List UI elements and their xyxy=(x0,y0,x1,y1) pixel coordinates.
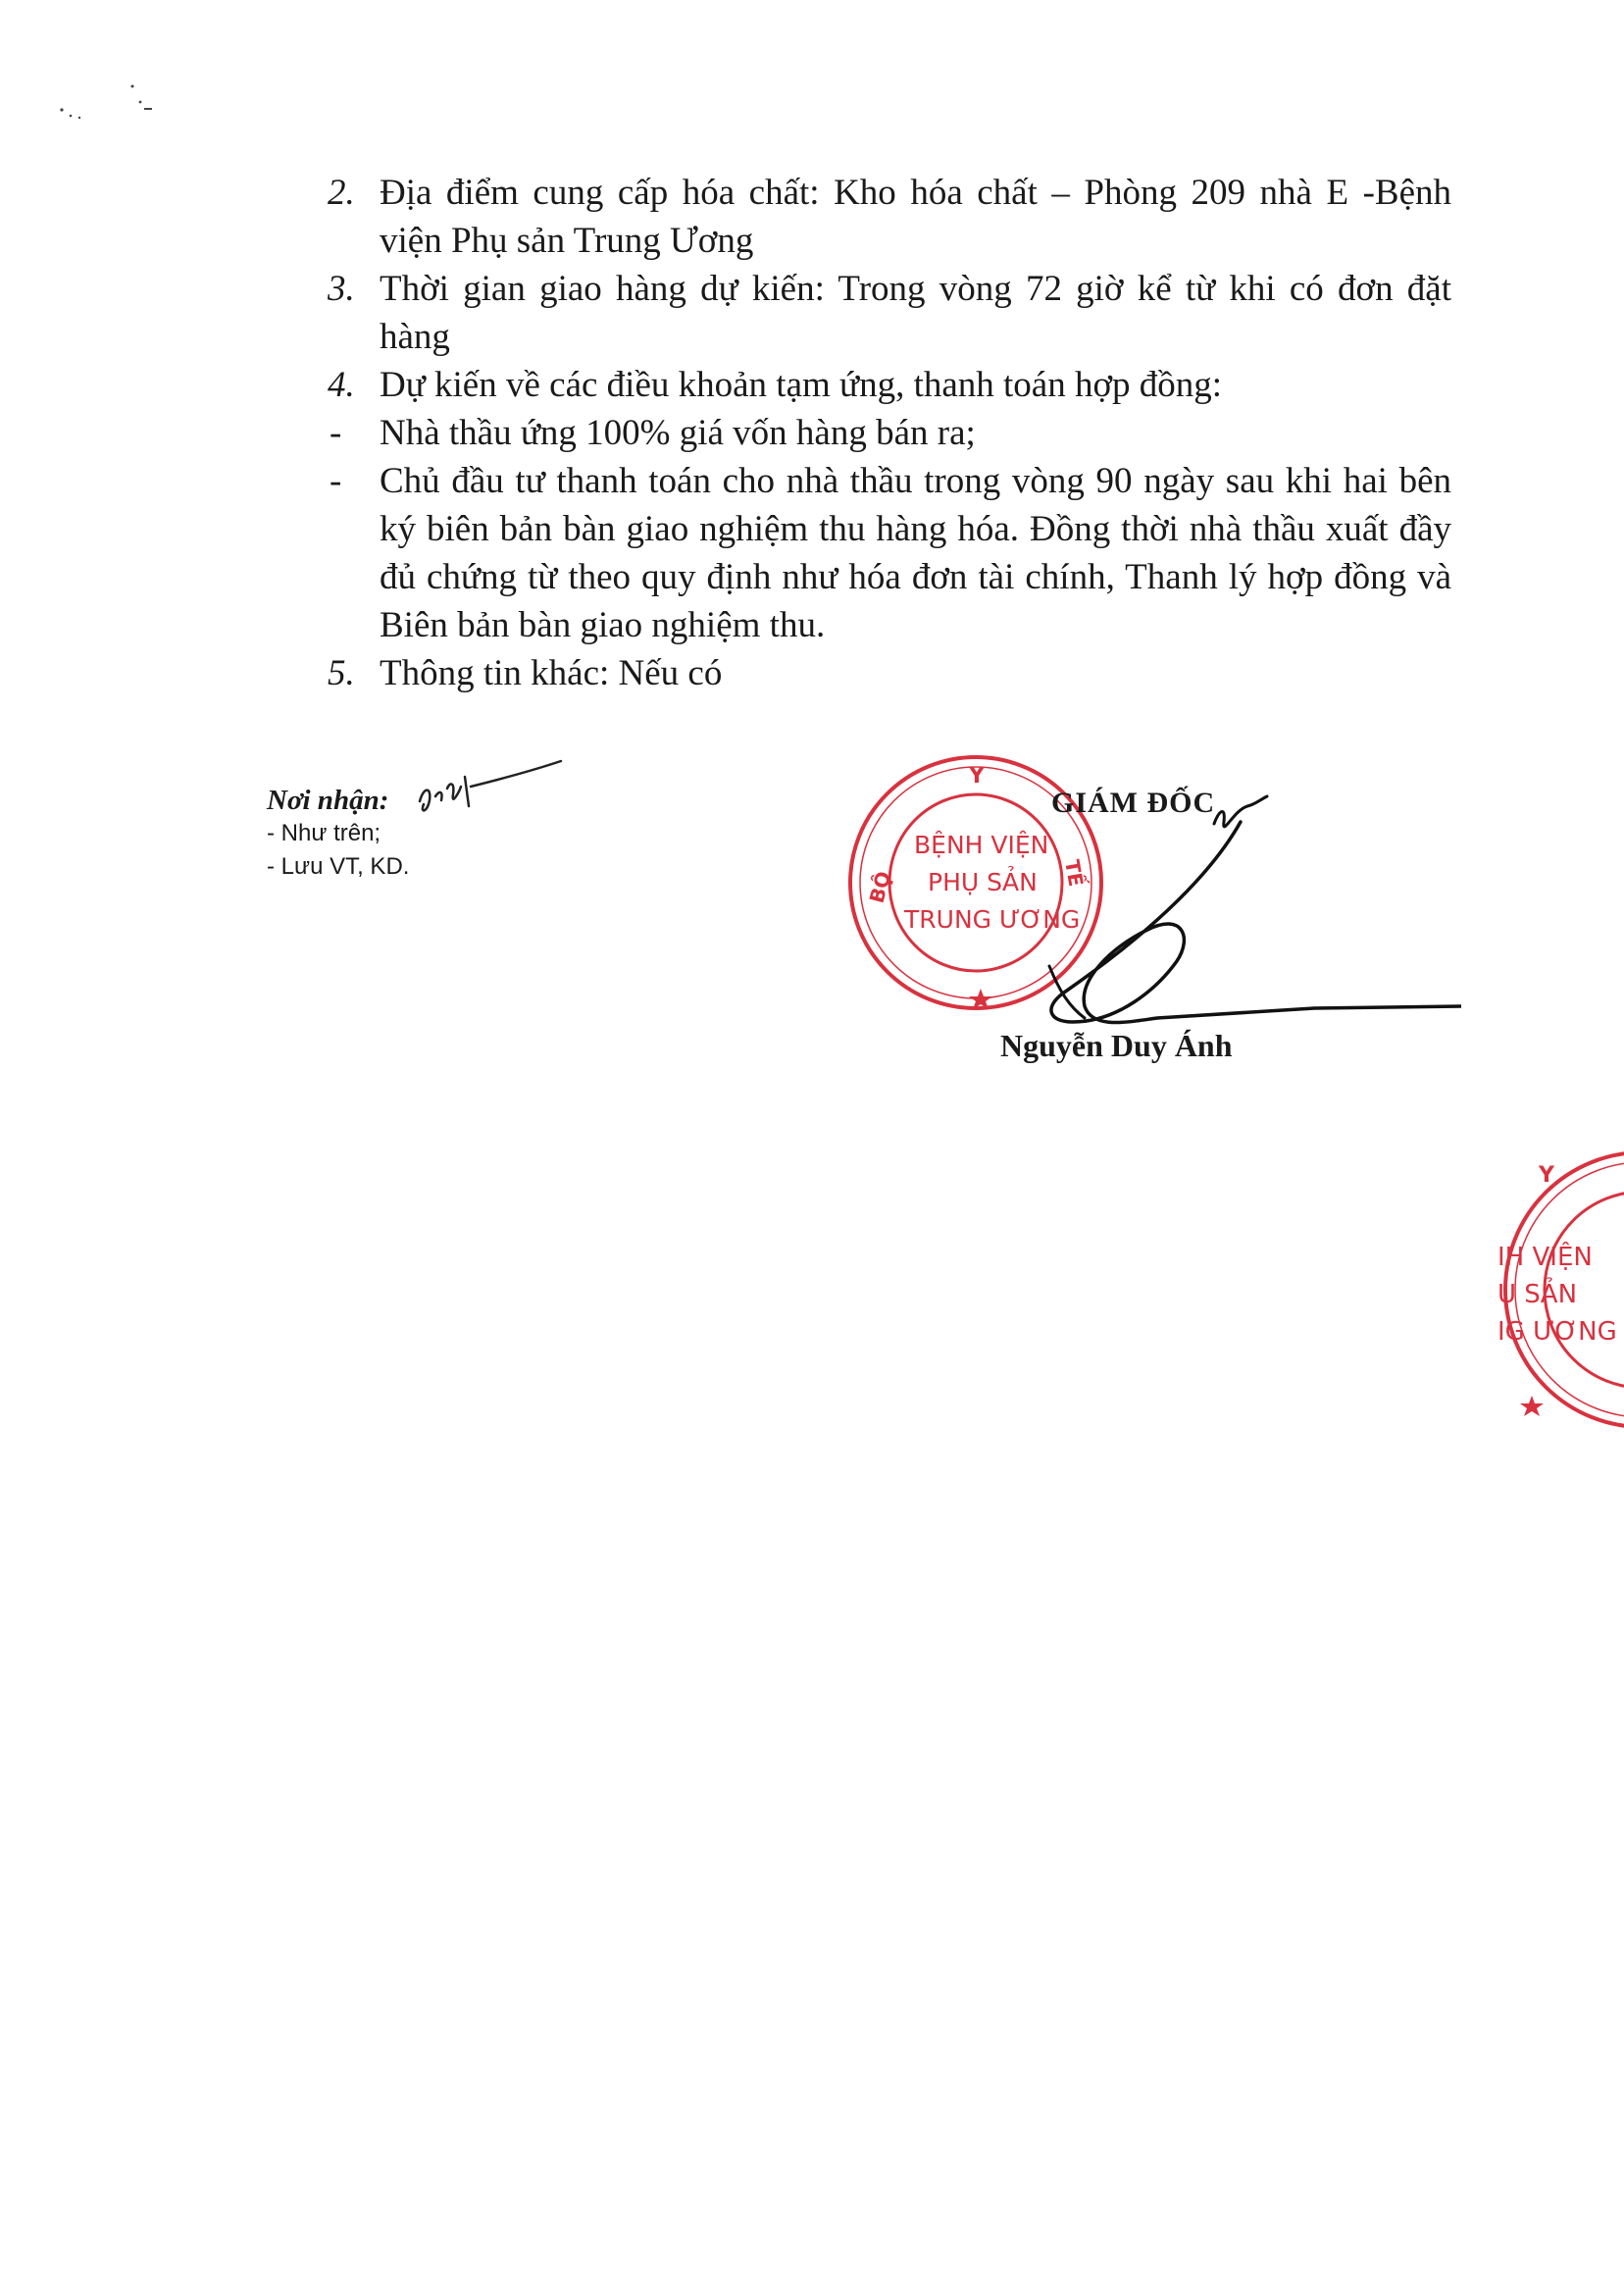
initials-handwriting xyxy=(414,757,590,826)
director-title: GIÁM ĐỐC xyxy=(1051,787,1216,819)
partial-seal-edge xyxy=(1496,1143,1624,1437)
partial-seal-graphic xyxy=(1496,1143,1624,1437)
item-line: Chủ đầu tư thanh toán cho nhà thầu trong vòng 90 ngày sau khi hai bên xyxy=(380,461,1451,501)
list-item-payment xyxy=(324,457,1451,649)
signature-block xyxy=(843,745,1451,1079)
list-item-payment-terms xyxy=(324,361,1451,409)
edge-seal-top-letter: Y xyxy=(1539,1163,1554,1188)
edge-seal-line-3: IG ƯƠNG xyxy=(1497,1317,1617,1347)
seal-top-letter: Y xyxy=(969,764,985,789)
item-line: Thông tin khác: Nếu có xyxy=(380,653,723,693)
item-line: Dự kiến về các điều khoản tạm ứng, thanh toán hợp đồng: xyxy=(380,365,1223,405)
item-line: hàng xyxy=(380,317,450,357)
scan-specks xyxy=(54,78,172,127)
item-marker: 2. xyxy=(328,173,355,213)
item-line: Địa điểm cung cấp hóa chất: Kho hóa chất – Phòng 209 nhà E -Bệnh xyxy=(380,173,1451,213)
list-item-advance xyxy=(324,409,1451,457)
item-line: Thời gian giao hàng dự kiến: Trong vòng 72 giờ kể từ khi có đơn đặt xyxy=(380,269,1451,309)
list-item-location xyxy=(324,169,1451,265)
edge-seal-line-2: Ụ SẢN xyxy=(1497,1280,1578,1309)
recipient-entry: - Lưu VT, KD. xyxy=(267,853,410,880)
director-name: Nguyễn Duy Ánh xyxy=(1000,1028,1233,1063)
seal-line-1: BỆNH VIỆN xyxy=(914,831,1049,859)
item-line: đủ chứng từ theo quy định như hóa đơn tài chính, Thanh lý hợp đồng và xyxy=(380,557,1451,597)
seal-left-text: BỘ xyxy=(864,868,896,906)
item-line: Nhà thầu ứng 100% giá vốn hàng bán ra; xyxy=(380,413,976,453)
edge-seal-line-1: IH VIỆN xyxy=(1497,1243,1593,1272)
list-item-other-info xyxy=(324,649,1451,697)
recipient-entry: - Như trên; xyxy=(267,820,381,846)
item-marker: 3. xyxy=(328,269,355,309)
seal-line-3: TRUNG ƯƠNG xyxy=(904,905,1081,934)
item-marker: 4. xyxy=(328,365,355,405)
item-marker: - xyxy=(330,413,342,453)
recipients-title: Nơi nhận: xyxy=(267,785,389,816)
item-marker: 5. xyxy=(328,653,355,693)
recipients-block xyxy=(267,785,679,884)
item-line: Biên bản bàn giao nghiệm thu. xyxy=(380,605,826,645)
item-line: viện Phụ sản Trung Ương xyxy=(380,221,754,261)
item-line: ký biên bản bàn giao nghiệm thu hàng hóa. Đồng thời nhà thầu xuất đầy xyxy=(380,509,1451,549)
item-marker: - xyxy=(330,461,342,501)
list-item-delivery-time xyxy=(324,265,1451,361)
conditions-list xyxy=(324,169,1451,697)
seal-line-2: PHỤ SẢN xyxy=(928,868,1038,896)
seal-right-text: TẾ xyxy=(1060,857,1089,889)
edge-seal-star-icon xyxy=(1520,1396,1544,1416)
